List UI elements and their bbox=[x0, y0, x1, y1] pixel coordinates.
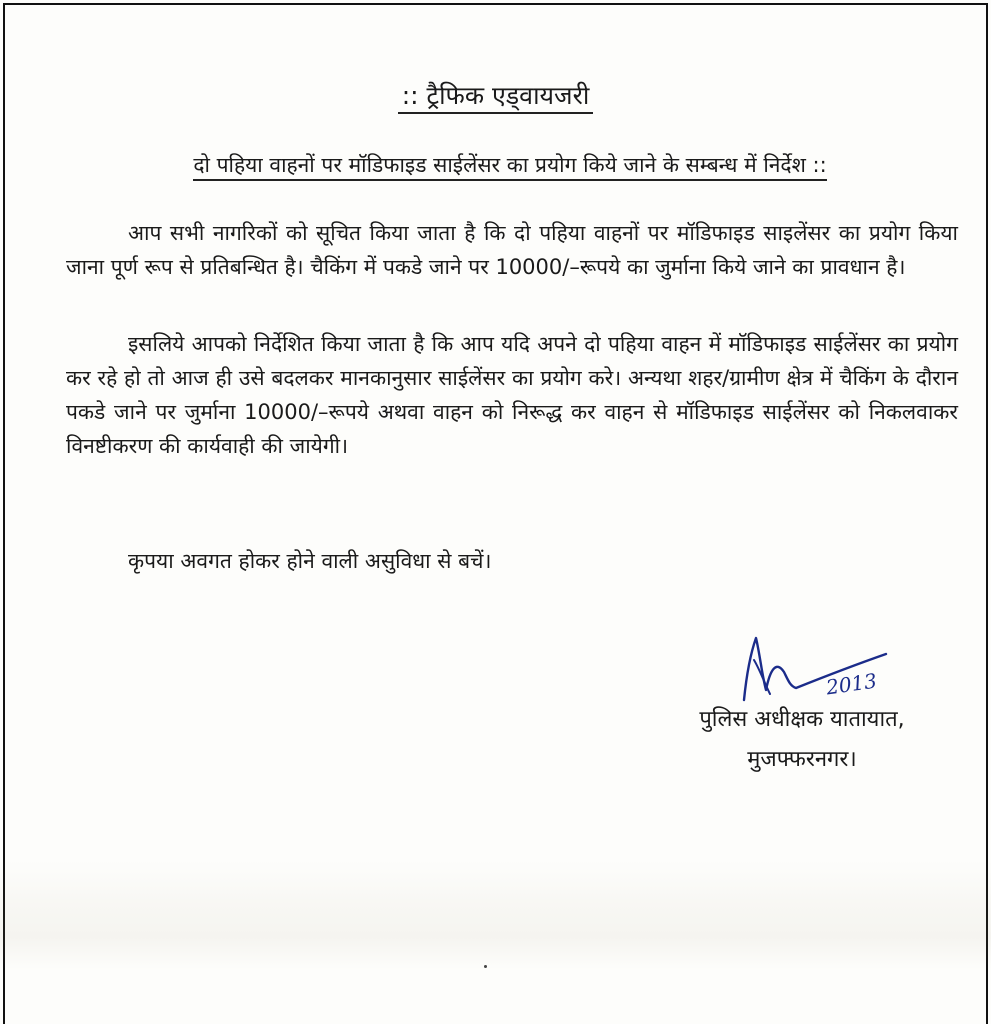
officer-title: पुलिस अधीक्षक यातायात, bbox=[699, 707, 905, 732]
advisory-title bbox=[0, 78, 991, 112]
advisory-title-text: :: ट्रैफिक एड्वायजरी bbox=[398, 81, 594, 114]
subject-line bbox=[70, 146, 950, 184]
signature-date: 2013 bbox=[824, 668, 879, 700]
paragraph-2 bbox=[66, 327, 958, 463]
paragraph-1 bbox=[66, 216, 958, 284]
paragraph-3-text: कृपया अवगत होकर होने वाली असुविधा से बचें। bbox=[128, 549, 492, 573]
subject-text: दो पहिया वाहनों पर मॉडिफाइड साईलेंसर का प्रयोग किये जाने के सम्बन्ध में निर्देश :: bbox=[193, 153, 826, 181]
officer-location: मुजफ्फरनगर। bbox=[747, 747, 857, 772]
paragraph-3 bbox=[66, 544, 958, 578]
paragraph-1-text: आप सभी नागरिकों को सूचित किया जाता है कि दो पहिया वाहनों पर मॉडिफाइड साइलेंसर का प्रयोग किया जाना पूर्ण रूप से प्रतिबन्धित है। चैकिंग में पकडे जाने पर 10000/–रूपये का जुर्माना किये जाने का प्रावधान है। bbox=[66, 221, 958, 279]
paper-smudge bbox=[0, 860, 991, 970]
officer-block bbox=[642, 700, 962, 780]
ink-speck bbox=[484, 965, 487, 968]
paragraph-2-text: इसलिये आपको निर्देशित किया जाता है कि आप यदि अपने दो पहिया वाहन में मॉडिफाइड साईलेंसर का प्रयोग कर रहे हो तो आज ही उसे बदलकर मानकानुसार साईलेंसर का प्रयोग करे। अन्यथा शहर/ग्रामीण क्षेत्र में चैकिंग के दौरान पकडे जाने पर जुर्माना 10000/–रूपये अथवा वाहन को निरूद्ध कर वाहन से मॉडिफाइड साईलेंसर को निकलवाकर विनष्टीकरण की कार्यवाही की जायेगी। bbox=[66, 332, 958, 458]
